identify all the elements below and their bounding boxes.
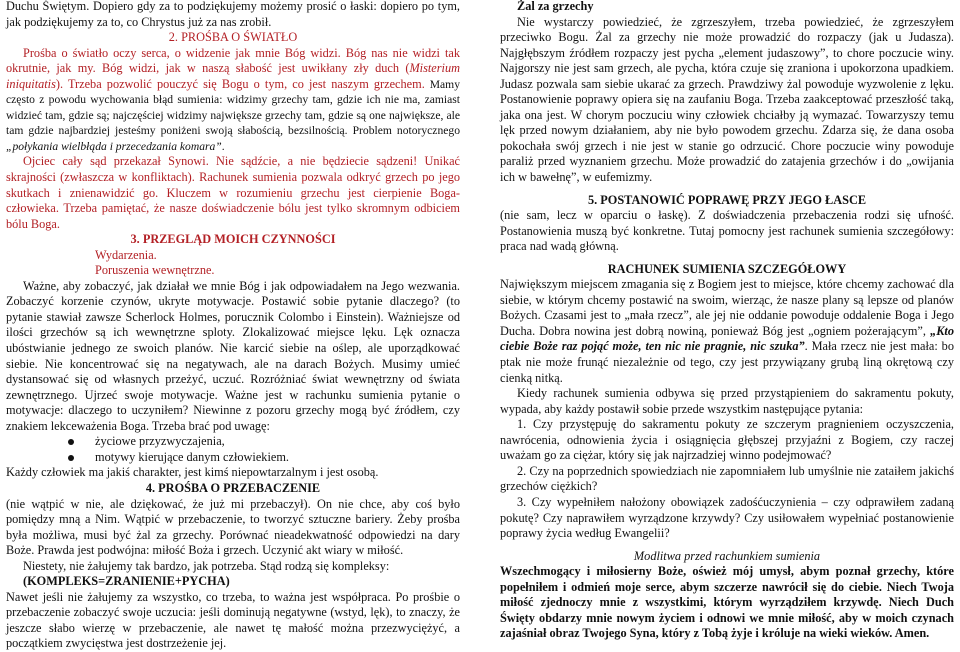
question-item: 2. Czy na poprzednich spowiedziach nie zapomniałem lub umyślnie nie zataiłem jakichś grzechów ciężkich? xyxy=(500,463,954,494)
bullet-icon xyxy=(68,439,74,445)
paragraph: Największym miejscem zmagania się z Bogiem jest to miejsce, które chcemy zachować dla siebie, w którym chcemy postawić na swoim, wierząc, że nasze plany są lepsze od planów Bożych. Czasami jest to „mała rzecz”, ale jej nie oddanie powoduje oddalenie Boga i Jego Ducha. Dobra nowina jest dobrą nowiną, ponieważ Bóg jest „ogniem pożerającym”, „Kto ciebie Boże raz pojąć może, ten nic nie pragnie, nic szuka”. Mała rzecz nie jest mała: bo ptak nie może frunąć niezależnie od tego, czy jest przywiązany grubą liną okrętową czy cienką nitką. xyxy=(500,277,954,385)
prayer-text: Wszechmogący i miłosierny Boże, ośwież mój umysł, abym poznał grzechy, które popełniłem i odmień moje serce, abym szczerze nawrócił się do ciebie. Niech Twoja miłość zjednoczy mnie z wszystkimi, którym wyrządziłem krzywdę. Niech Duch Święty obdarzy mnie nowym życiem i odnowi we mnie miłość, aby w moich czynach zajaśniał obraz Twojego Syna, który z Tobą żyje i króluje na wieki wieków. Amen. xyxy=(500,564,954,641)
paragraph: Kiedy rachunek sumienia odbywa się przed przystąpieniem do sakramentu pokuty, wypada, aby każdy postawił sobie przede wszystkim następujące pytania: xyxy=(500,386,954,416)
paragraph: Ojciec cały sąd przekazał Synowi. Nie sądźcie, a nie będziecie sądzeni! Unikać skrajności (zwłaszcza w konfliktach). Rachunek sumienia pozwala odkryć grzech po jego skutkach i znienawidzić go. Kluczem w rozumieniu grzechu jest cierpienie Boga-człowieka. Trzeba pamiętać, że nasze doświadczenie bólu jest tylko skromnym odbiciem bólu Boga. xyxy=(6,154,460,231)
bullet-list xyxy=(6,434,460,465)
left-column xyxy=(6,0,460,652)
list-item: motywy kierujące danym człowiekiem. xyxy=(6,450,460,466)
list-item: życiowe przyzwyczajenia, xyxy=(6,434,460,450)
section-heading: 3. PRZEGLĄD MOICH CZYNNOŚCI xyxy=(130,232,336,247)
section-heading: Żal za grzechy xyxy=(517,0,594,13)
paragraph: Każdy człowiek ma jakiś charakter, jest kimś niepowtarzalnym i jest osobą. xyxy=(6,465,379,480)
paragraph: Duchu Świętym. Dopiero gdy za to podziękujemy możemy prosić o łaski: dopiero po tym, jak podziękujemy za to, co Chrystus już za nas zrobił. xyxy=(6,0,460,29)
bullet-icon xyxy=(68,455,74,461)
section-heading: 2. PROŚBA O ŚWIATŁO xyxy=(168,30,298,45)
prayer-title: Modlitwa przed rachunkiem sumienia xyxy=(633,548,821,563)
paragraph: Ważne, aby zobaczyć, jak działał we mnie Bóg i jak odpowiadałem na Jego wezwania. Zobaczyć korzenie czynów, ukryte motywacje. Postawić sobie pytanie dlaczego? (to pytanie stawiał zawsze Scherlock Holmes, porucznik Colombo i Einstein). Ważniejsze od ilości grzechów są ich wewnętrzne sploty. Zlokalizować miejsce lęku. Lęk oznacza ubóstwianie jednego ze swoich planów. Nie karcić siebie na oślep, ale uporządkować siebie. Nie koncentrować się na negatywach, ale na darach Bożych. Musimy umieć dystansować się od własnych przeżyć, uczuć. Rozróżniać świat wewnętrzny od świata zewnętrznego. Ujrzeć swoje motywacje. Ważne jest w rachunku sumienia pytanie o motywacje: dlaczego to uczyniłem? Niewinne z pozoru grzechy mogą być źródłem, czy znakiem lekceważenia Boga. Trzeba brać pod uwagę: xyxy=(6,278,460,433)
list-item: Poruszenia wewnętrzne. xyxy=(95,263,215,278)
paragraph: Niestety, nie żałujemy tak bardzo, jak potrzeba. Stąd rodzą się kompleksy: xyxy=(23,558,390,573)
paragraph: Prośba o światło oczy serca, o widzenie jak mnie Bóg widzi. Bóg nas nie widzi tak okrutnie, jak my. Bóg widzi, jak w naszą słabość jest uwikłany zły duch (Misterium iniquitatis). Trzeba pozwolić pouczyć się Bogu o tym, co jest naszym grzechem. Mamy często z powodu wychowania błąd sumienia: widzimy grzechy tam, gdzie ich nie ma, zamiast widzieć tam, gdzie są; najczęściej widzimy największe grzechy tam, gdzie są one największe, ale tam gdzie najbardziej jesteśmy poniżeni swoją słabością, bezsilnością. Problem notorycznego „połykania wielbłąda i przecedzania komara”. xyxy=(6,45,460,153)
paragraph: (nie sam, lecz w oparciu o łaskę). Z doświadczenia przebaczenia rodzi się ufność. Postanowienia muszą być konkretne. Tutaj pomocny jest rachunek sumienia szczegółowy: praca nad wadą główną. xyxy=(500,208,954,254)
right-column xyxy=(500,0,954,642)
formula: (KOMPLEKS=ZRANIENIE+PYCHA) xyxy=(23,574,230,589)
question-item: 3. Czy wypełniłem nałożony obowiązek zadośćuczynienia – czy odprawiłem zadaną pokutę? Czy naprawiłem wyrządzone krzywdy? Czy usiłowałem wypełniać postanowienie poprawy życia według Ewangelii? xyxy=(500,494,954,541)
section-heading: 5. POSTANOWIĆ POPRAWĘ PRZY JEGO ŁASCE xyxy=(587,192,867,207)
list-item: Wydarzenia. xyxy=(95,247,157,262)
paragraph: Nie wystarczy powiedzieć, że zgrzeszyłem, trzeba powiedzieć, że zgrzeszyłem przeciwko Bogu. Żal za grzechy nie może prowadzić do rozpaczy (jak u Judasza). Najgłębszym źródłem rozpaczy jest pycha „element judaszowy”, to chore poczucie winy. Najgorszy nie jest sam grzech, ale pycha, która czuje się zraniona i upokorzona upadkiem. Judasz pozwala sam siebie ukarać za grzech. Prawdziwy żal powoduje wyzwolenie z lęku. Postanowienie poprawy opiera się na zaufaniu Boga. Trzeba zaakceptować przeszłość taką, jaka ona jest. W chorym poczuciu winy człowiek chciałby ją wymazać. Towarzyszy temu lęk przed nowym działaniem, aby nie było powodem grzechu. Zdarza się, że dana osoba pokochała swój grzech i nie jest w stanie go odrzucić. Chore poczucie winy powoduje paraliż przed wyznaniem grzechu. Może prowadzić do zatajenia grzechów i do „owijania ich w bawełnę”, w eufemizmy. xyxy=(500,14,954,185)
paragraph: (nie wątpić w nie, ale dziękować, że już mi przebaczył). On nie chce, aby coś było pomiędzy mną a Nim. Wątpić w przebaczenie, to tworzyć sztuczne bariery. Żeby prośba była możliwa, musi być żal za grzechy. Porównać nieadekwatność odpowiedzi na dary Boże. Prawda jest podwójna: miłość Boża i grzech. Uczynić akt wiary w miłość. xyxy=(6,496,460,558)
paragraph: Nawet jeśli nie żałujemy za wszystko, co trzeba, to ważna jest współpraca. Po prośbie o przebaczenie zobaczyć swoje uczucia: jeśli dominują negatywne (wstyd, lęk), to znaczy, że jeszcze słabo wierzę w przebaczenie, ale nawet tę małość można przezwyciężyć, a początkiem zwycięstwa jest dostrzeżenie jej. xyxy=(6,589,460,651)
question-item: 1. Czy przystępuję do sakramentu pokuty ze szczerym pragnieniem oczyszczenia, nawrócenia, odnowienia życia i osiągnięcia głębszej przyjaźni z Bogiem, czy raczej uważam go za ciężar, który się jak najrzadziej winno podejmować? xyxy=(500,417,954,463)
section-heading: RACHUNEK SUMIENIA SZCZEGÓŁOWY xyxy=(607,261,847,276)
section-heading: 4. PROŚBA O PRZEBACZENIE xyxy=(145,480,321,495)
